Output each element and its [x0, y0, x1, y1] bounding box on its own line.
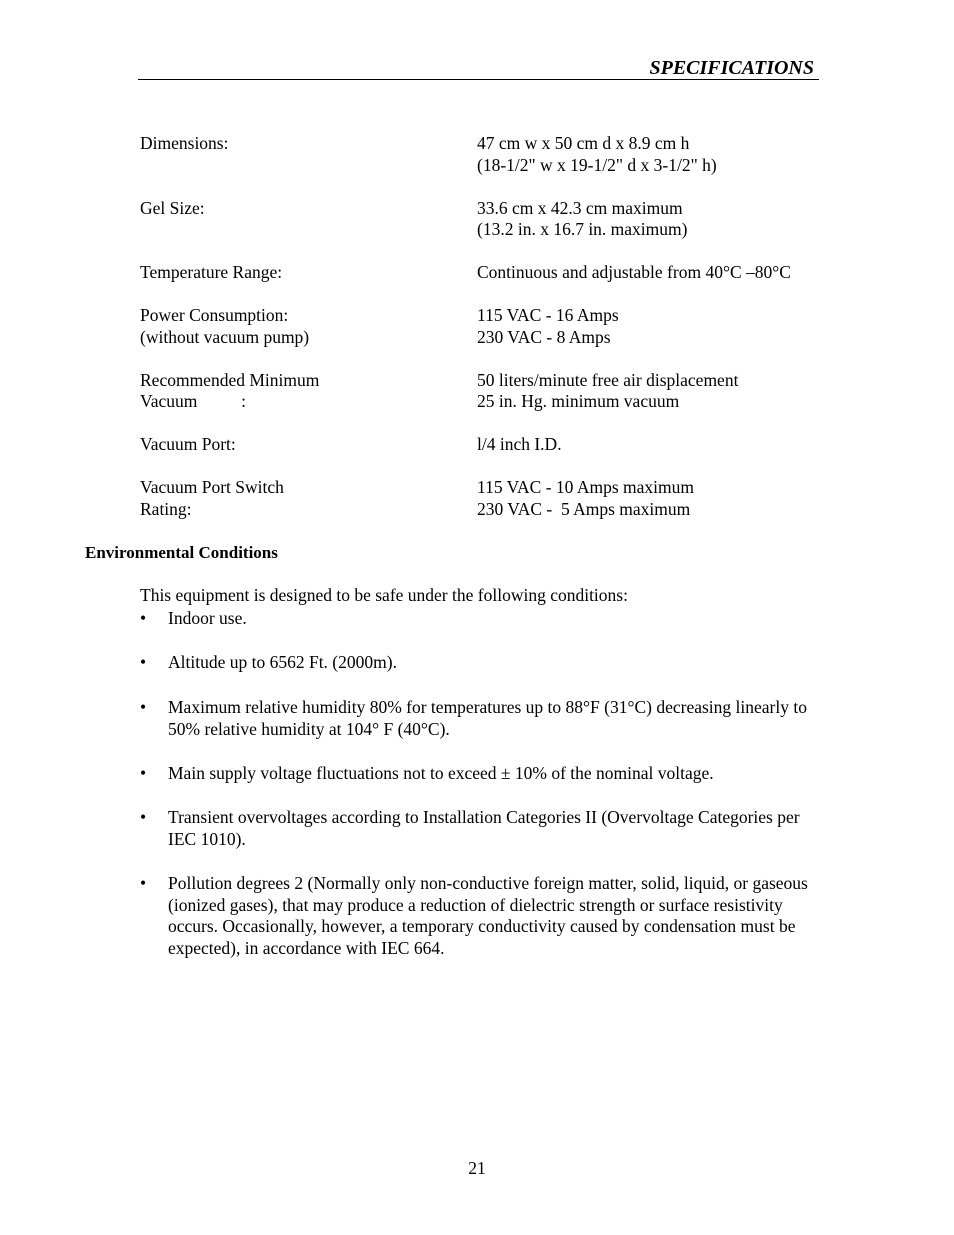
list-item-text: Transient overvoltages according to Installation Categories II (Overvoltage Categories per IEC 1010). — [168, 807, 800, 849]
spec-row-dimensions — [140, 133, 830, 176]
spec-row-vacuum-port-switch — [140, 477, 830, 520]
spec-label-line: (without vacuum pump) — [140, 326, 310, 347]
spec-value-line: 47 cm w x 50 cm d x 8.9 cm h — [477, 133, 690, 153]
list-item-text: Maximum relative humidity 80% for temperatures up to 88°F (31°C) decreasing linearly to 50% relative humidity at 104° F (40°C). — [168, 697, 807, 739]
spec-label-line: Rating: — [140, 498, 192, 519]
spec-value — [477, 370, 830, 413]
spec-value-line: 115 VAC - 16 Amps — [477, 305, 619, 325]
spec-value — [477, 305, 830, 348]
environmental-intro: This equipment is designed to be safe under the following conditions: — [140, 585, 628, 605]
spec-value — [477, 133, 830, 176]
list-item-text: Pollution degrees 2 (Normally only non-conductive foreign matter, solid, liquid, or gaseous (ionized gases), that may produce a reduction of dielectric strength or surface resistivity occurs. Occasionally, however, a temporary conductivity caused by condensation must be expected), in accordance with IEC 664. — [168, 873, 808, 958]
specifications-table — [140, 133, 830, 542]
spec-value-line: 230 VAC - 5 Amps maximum — [477, 498, 691, 519]
list-item — [140, 873, 830, 959]
spec-row-temperature-range — [140, 262, 830, 284]
environmental-conditions-heading: Environmental Conditions — [85, 543, 278, 562]
spec-label — [140, 133, 477, 176]
spec-value-line: 115 VAC - 10 Amps maximum — [477, 477, 694, 497]
spec-value-line: l/4 inch I.D. — [477, 434, 562, 454]
spec-value-line: (18-1/2" w x 19-1/2" d x 3-1/2" h) — [477, 154, 717, 175]
list-item — [140, 697, 830, 740]
page-number: 21 — [468, 1158, 486, 1178]
list-item — [140, 763, 830, 785]
spec-value-line: 230 VAC - 8 Amps — [477, 326, 611, 347]
spec-label — [140, 262, 477, 284]
bullet-icon: • — [140, 807, 147, 827]
spec-label-line: Gel Size: — [140, 197, 205, 218]
bullet-icon: • — [140, 608, 147, 628]
spec-row-power-consumption — [140, 305, 830, 348]
spec-value — [477, 477, 830, 520]
spec-label — [140, 370, 477, 413]
spec-label-line: Vacuum Port: — [140, 434, 236, 454]
spec-value — [477, 262, 830, 284]
spec-row-vacuum-port — [140, 434, 830, 456]
spec-value — [477, 198, 830, 241]
list-item — [140, 652, 830, 674]
spec-label-line: Vacuum Port Switch — [140, 477, 284, 497]
spec-label — [140, 477, 477, 520]
bullet-icon: • — [140, 697, 147, 717]
bullet-icon: • — [140, 652, 147, 672]
spec-value — [477, 434, 830, 456]
bullet-icon: • — [140, 873, 147, 893]
spec-row-gel-size — [140, 198, 830, 241]
spec-value-line: 25 in. Hg. minimum vacuum — [477, 391, 680, 411]
bullet-icon: • — [140, 763, 147, 783]
list-item — [140, 807, 830, 850]
list-item-text: Main supply voltage fluctuations not to exceed ± 10% of the nominal voltage. — [168, 763, 714, 783]
spec-label — [140, 434, 477, 456]
spec-value-line: 33.6 cm x 42.3 cm maximum — [477, 197, 683, 218]
header-divider — [138, 79, 819, 80]
list-item-text: Indoor use. — [168, 608, 247, 628]
spec-label-line: Vacuum : — [140, 391, 246, 411]
spec-value-line: Continuous and adjustable from 40°C –80°C — [477, 262, 791, 282]
spec-value-line: (13.2 in. x 16.7 in. maximum) — [477, 219, 688, 239]
list-item-text: Altitude up to 6562 Ft. (2000m). — [168, 652, 397, 672]
spec-value-line: 50 liters/minute free air displacement — [477, 369, 739, 390]
spec-label — [140, 305, 477, 348]
section-title: SPECIFICATIONS — [649, 57, 814, 79]
list-item — [140, 608, 830, 630]
spec-row-recommended-vacuum — [140, 370, 830, 413]
spec-label-line: Power Consumption: — [140, 305, 289, 325]
spec-label — [140, 198, 477, 241]
spec-label-line: Temperature Range: — [140, 262, 283, 282]
spec-label-line: Dimensions: — [140, 133, 229, 153]
spec-label-line: Recommended Minimum — [140, 369, 320, 390]
